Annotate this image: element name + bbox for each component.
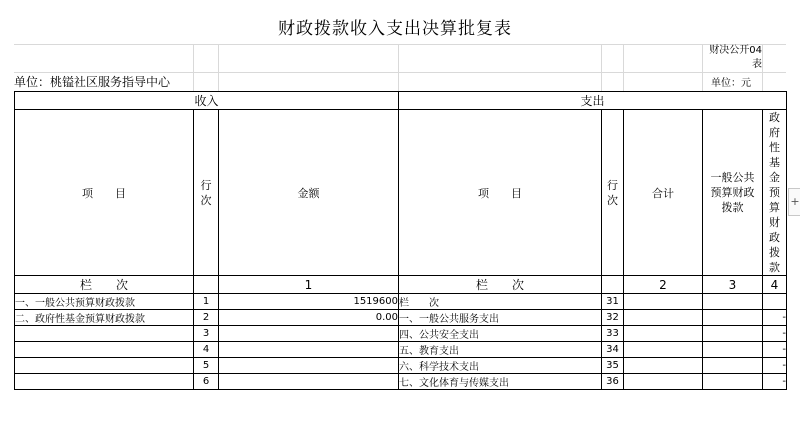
expense-general[interactable] xyxy=(703,358,763,374)
income-amount[interactable] xyxy=(219,374,399,390)
table-row xyxy=(15,374,787,390)
gridline xyxy=(601,44,602,91)
expense-fund[interactable] xyxy=(763,294,787,310)
expense-line-header: 行次 xyxy=(602,110,624,276)
form-code: 财决公开04表 xyxy=(709,45,762,70)
budget-table xyxy=(14,91,787,390)
income-line-header: 行次 xyxy=(194,110,219,276)
income-line[interactable]: 5 xyxy=(194,358,219,374)
expense-fund[interactable]: - xyxy=(763,342,787,358)
table-row xyxy=(15,310,787,326)
reporting-unit: 单位：桃镒社区服务指导中心 xyxy=(14,75,171,89)
expense-general[interactable] xyxy=(703,326,763,342)
expense-total-header: 合计 xyxy=(624,110,703,276)
income-item[interactable] xyxy=(15,374,194,390)
income-line-index xyxy=(194,276,219,294)
table-row xyxy=(15,326,787,342)
expense-item[interactable]: 七、文化体育与传媒支出 xyxy=(399,374,602,390)
report-title: 财政拨款收入支出决算批复表 xyxy=(278,19,512,39)
expense-item[interactable]: 五、教育支出 xyxy=(399,342,602,358)
expense-column-index-label: 栏 次 xyxy=(399,276,602,294)
column-header-row xyxy=(15,110,787,276)
income-line[interactable]: 3 xyxy=(194,326,219,342)
expense-item[interactable]: 四、公共安全支出 xyxy=(399,326,602,342)
expense-fund[interactable]: - xyxy=(763,326,787,342)
expense-fund[interactable]: - xyxy=(763,374,787,390)
expense-line[interactable]: 35 xyxy=(602,358,624,374)
income-line[interactable]: 1 xyxy=(194,294,219,310)
column-index-row xyxy=(15,276,787,294)
expense-item[interactable]: 栏 次 xyxy=(399,294,602,310)
expense-line[interactable]: 32 xyxy=(602,310,624,326)
income-line[interactable]: 6 xyxy=(194,374,219,390)
expense-line[interactable]: 31 xyxy=(602,294,624,310)
expense-total[interactable] xyxy=(624,342,703,358)
income-amount[interactable] xyxy=(219,326,399,342)
gridline xyxy=(762,44,763,91)
expense-fund-budget-header: 政府性基金预算财政拨款 xyxy=(763,110,787,276)
income-amount-header: 金额 xyxy=(219,110,399,276)
income-amount[interactable] xyxy=(219,358,399,374)
income-amount[interactable]: 0.00 xyxy=(219,310,399,326)
expense-general[interactable] xyxy=(703,374,763,390)
expense-total[interactable] xyxy=(624,310,703,326)
income-amount[interactable] xyxy=(219,342,399,358)
currency-unit: 单位：元 xyxy=(711,78,751,89)
table-row xyxy=(15,294,787,310)
expense-line[interactable]: 34 xyxy=(602,342,624,358)
expense-item-header: 项 目 xyxy=(399,110,602,276)
expense-fund[interactable]: - xyxy=(763,358,787,374)
income-amount-index: 1 xyxy=(219,276,399,294)
gridline xyxy=(623,44,624,91)
gridline xyxy=(398,44,399,91)
expense-item[interactable]: 六、科学技术支出 xyxy=(399,358,602,374)
expense-section-header: 支出 xyxy=(399,92,787,110)
expense-fund[interactable]: - xyxy=(763,310,787,326)
expense-item[interactable]: 一、一般公共服务支出 xyxy=(399,310,602,326)
income-item[interactable]: 一、一般公共预算财政拨款 xyxy=(15,294,194,310)
income-item[interactable] xyxy=(15,326,194,342)
expense-total[interactable] xyxy=(624,294,703,310)
table-row xyxy=(15,358,787,374)
expense-general[interactable] xyxy=(703,294,763,310)
expense-total-index: 2 xyxy=(624,276,703,294)
table-row xyxy=(15,342,787,358)
expense-line[interactable]: 33 xyxy=(602,326,624,342)
section-header-row xyxy=(15,92,787,110)
expense-general[interactable] xyxy=(703,342,763,358)
expense-total[interactable] xyxy=(624,358,703,374)
gridline xyxy=(218,44,219,91)
expense-line[interactable]: 36 xyxy=(602,374,624,390)
income-item[interactable] xyxy=(15,342,194,358)
income-column-index-label: 栏 次 xyxy=(15,276,194,294)
expense-total[interactable] xyxy=(624,326,703,342)
expense-line-index xyxy=(602,276,624,294)
income-line[interactable]: 4 xyxy=(194,342,219,358)
expense-total[interactable] xyxy=(624,374,703,390)
income-item[interactable]: 二、政府性基金预算财政拨款 xyxy=(15,310,194,326)
gridline xyxy=(193,44,194,91)
add-sheet-button[interactable]: + xyxy=(788,188,800,216)
expense-general-index: 3 xyxy=(703,276,763,294)
expense-general[interactable] xyxy=(703,310,763,326)
expense-general-budget-header: 一般公共预算财政拨款 xyxy=(703,110,763,276)
income-item[interactable] xyxy=(15,358,194,374)
income-line[interactable]: 2 xyxy=(194,310,219,326)
gridline xyxy=(14,44,786,45)
income-section-header: 收入 xyxy=(15,92,399,110)
income-item-header: 项 目 xyxy=(15,110,194,276)
expense-fund-index: 4 xyxy=(763,276,787,294)
income-amount[interactable]: 1519600 xyxy=(219,294,399,310)
